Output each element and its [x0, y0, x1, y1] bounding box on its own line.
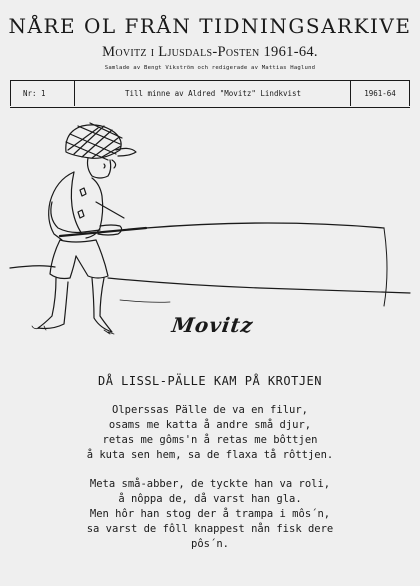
- masthead-title: NÅRE OL FRÅN TIDNINGSARKIVE: [8, 14, 412, 38]
- poem-line: pôs´n.: [191, 538, 229, 550]
- stanza-break: [0, 463, 420, 477]
- poem-line: Men hôr han stog der å trampa i môs´n,: [89, 508, 331, 520]
- poem-line: å kuta sen hem, sa de flaxa tå rôttjen.: [86, 449, 334, 461]
- poem-line: Olperssas Pälle de va en filur,: [112, 404, 308, 416]
- poem-body: [0, 403, 420, 552]
- publication-years: 1961-64: [350, 81, 410, 106]
- masthead-credit: Samlade av Bengt Vikström och redigerade av Mattias Haglund: [104, 65, 316, 71]
- info-bar: [10, 80, 410, 108]
- poem-line: Meta små-abber, de tyckte han va roli,: [89, 478, 331, 490]
- poem-line: å nôppa de, då varst han gla.: [118, 493, 302, 505]
- dedication: Till minne av Aldred "Movitz" Lindkvist: [74, 81, 351, 106]
- issue-number: Nr: 1: [10, 81, 74, 106]
- poem-line: sa varst de fôll knappest nån fisk dere: [86, 523, 334, 535]
- cap-icon: [66, 123, 136, 160]
- poem-line: osams me katta å andre små djur,: [108, 419, 312, 431]
- masthead-subtitle: Movitz i Ljusdals-Posten 1961-64.: [102, 44, 318, 60]
- poem-line: retas me gôms'n å retas me bôttjen: [102, 434, 318, 446]
- poem-title: DÅ LISSL-PÄLLE KAM PÅ KROTJEN: [97, 374, 322, 388]
- artist-signature: Movitz: [170, 313, 255, 337]
